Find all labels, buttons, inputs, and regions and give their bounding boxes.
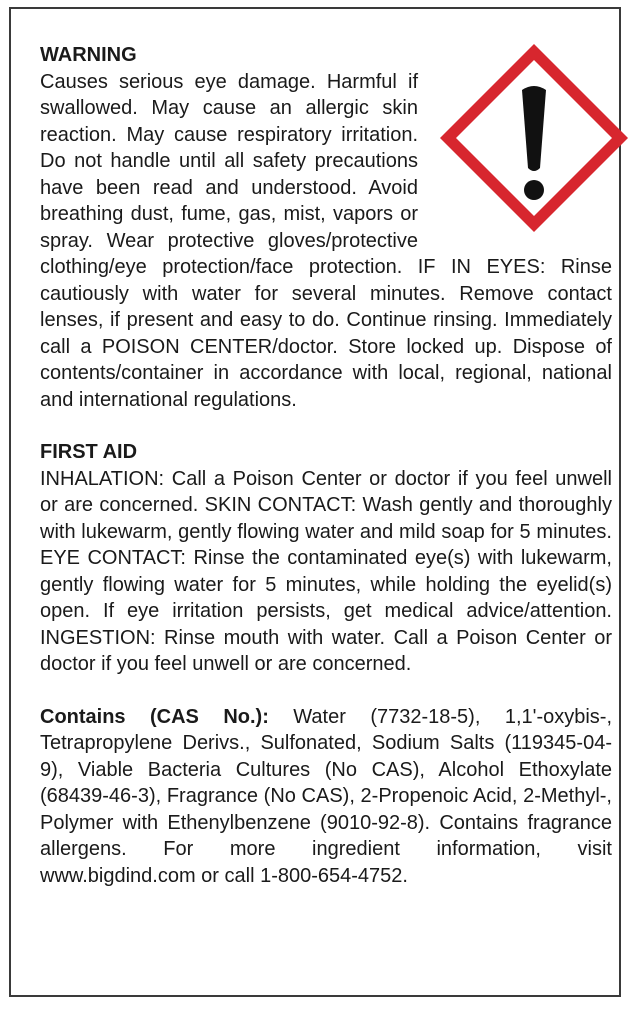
warning-text: Causes serious eye damage. Harmful if swallowed. May cause an allergic skin reaction. May cause respiratory irritation. Do not handle until all safety precautions have been read and understood. Avoid breathing dust, fume, gas, mist, vapors or spray. Wear protective gloves/protective clothing/eye protection/face protection. IF IN EYES: Rinse cautiously with water for several minutes. Remove contact lenses, if present and easy to do. Continue rinsing. Immediately call a POISON CENTER/doctor. Store locked up. Dispose of contents/container in accordance with local, regional, national and international regulations.	[40, 70, 612, 411]
contains-section	[40, 704, 612, 890]
first-aid-section	[40, 439, 612, 678]
contains-paragraph	[40, 704, 612, 890]
first-aid-text: INHALATION: Call a Poison Center or doctor if you feel unwell or are concerned. SKIN CONTACT: Wash gently and thoroughly with lukewarm, gently flowing water and mild soap for 5 minutes. EYE CONTACT: Rinse the contaminated eye(s) with lukewarm, gently flowing water for 5 minutes, while holding the eyelid(s) open. If eye irritation persists, get medical advice/attention. INGESTION: Rinse mouth with water. Call a Poison Center or doctor if you feel unwell or are concerned.	[40, 467, 612, 675]
contains-heading: Contains (CAS No.):	[40, 705, 269, 728]
product-label	[9, 7, 621, 997]
exclamation-mark-hazard-icon	[434, 38, 634, 238]
warning-section	[40, 42, 612, 413]
contains-text: Water (7732-18-5), 1,1'-oxybis-, Tetrapropylene Derivs., Sulfonated, Sodium Salts (119345-04-9), Viable Bacteria Cultures (No CAS), Alcohol Ethoxylate (68439-46-3), Fragrance (No CAS), 2-Propenoic Acid, 2-Methyl-, Polymer with Ethenylbenzene (9010-92-8). Contains fragrance allergens. For more ingredient information, visit www.bigdind.com or call 1-800-654-4752.	[40, 705, 613, 887]
first-aid-heading: FIRST AID	[40, 441, 138, 463]
warning-heading: WARNING	[40, 44, 137, 66]
label-content	[40, 42, 612, 889]
